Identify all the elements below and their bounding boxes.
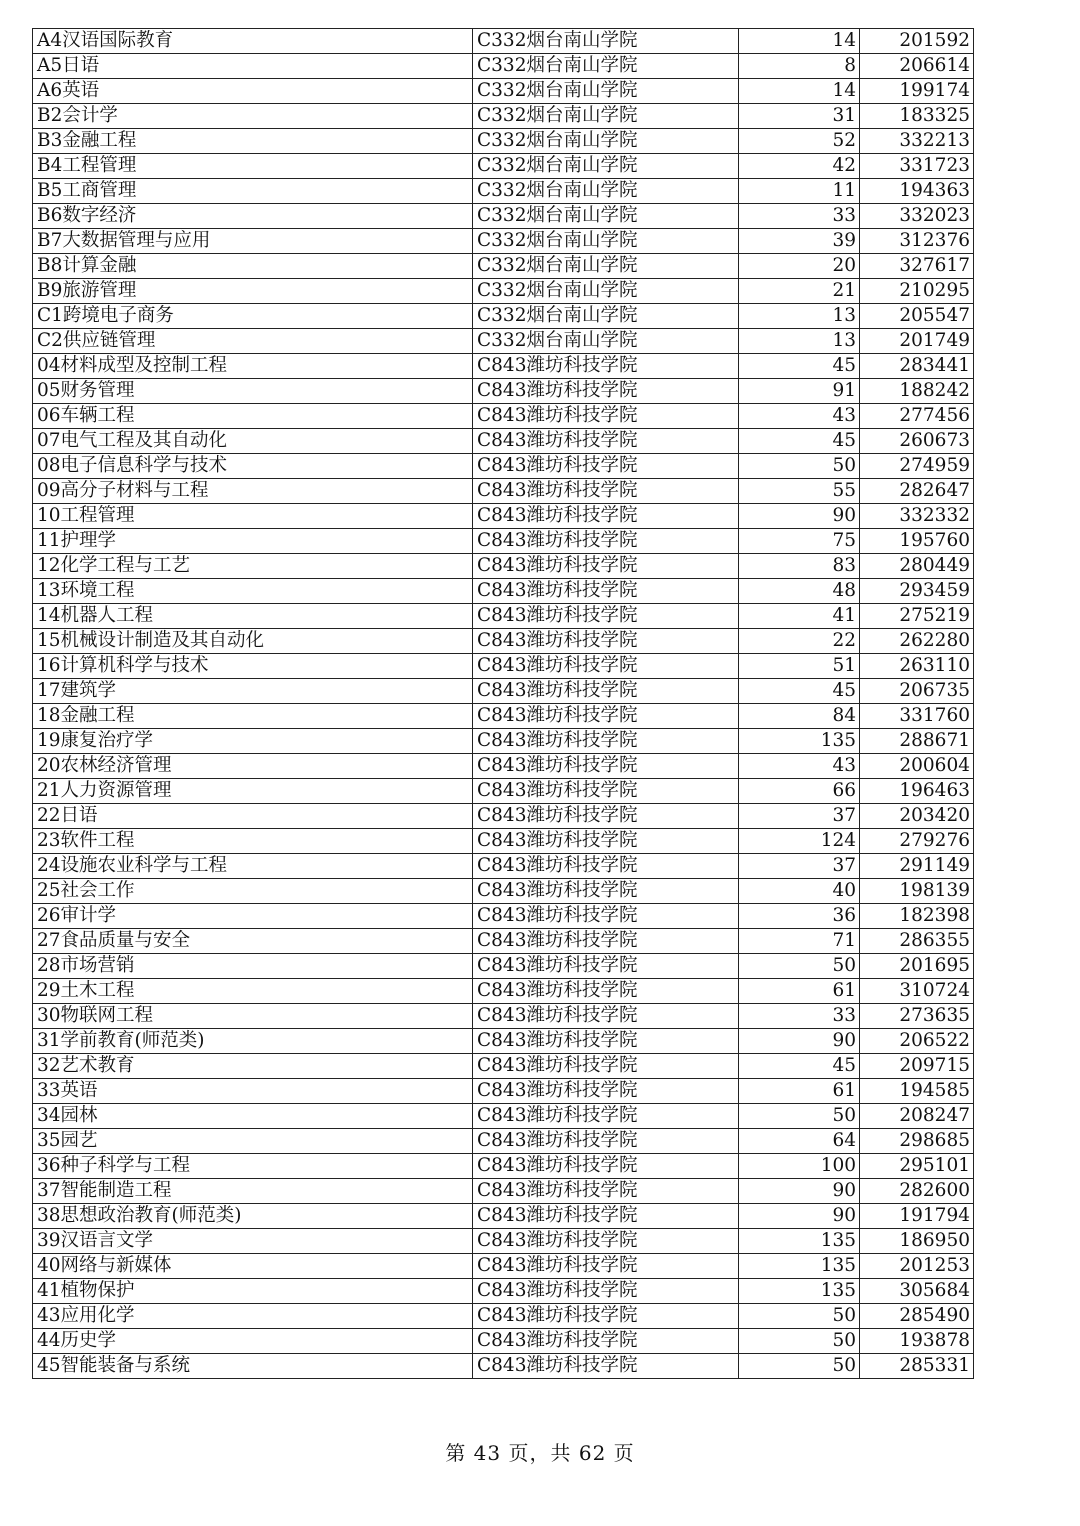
- min-rank-cell: 277456: [860, 404, 974, 429]
- table-row: [33, 1229, 974, 1254]
- major-cell: 40网络与新媒体: [33, 1254, 473, 1279]
- college-cell: C843潍坊科技学院: [473, 604, 739, 629]
- plan-count-cell: 40: [739, 879, 860, 904]
- plan-count-cell: 50: [739, 454, 860, 479]
- major-cell: 12化学工程与工艺: [33, 554, 473, 579]
- college-cell: C332烟台南山学院: [473, 129, 739, 154]
- plan-count-cell: 55: [739, 479, 860, 504]
- major-cell: 34园林: [33, 1104, 473, 1129]
- plan-count-cell: 45: [739, 679, 860, 704]
- plan-count-cell: 75: [739, 529, 860, 554]
- min-rank-cell: 194585: [860, 1079, 974, 1104]
- plan-count-cell: 43: [739, 754, 860, 779]
- major-cell: B4工程管理: [33, 154, 473, 179]
- college-cell: C843潍坊科技学院: [473, 929, 739, 954]
- college-cell: C843潍坊科技学院: [473, 479, 739, 504]
- table-row: [33, 629, 974, 654]
- major-cell: 05财务管理: [33, 379, 473, 404]
- min-rank-cell: 285490: [860, 1304, 974, 1329]
- college-cell: C843潍坊科技学院: [473, 804, 739, 829]
- college-cell: C843潍坊科技学院: [473, 779, 739, 804]
- min-rank-cell: 282600: [860, 1179, 974, 1204]
- college-cell: C843潍坊科技学院: [473, 904, 739, 929]
- major-cell: 08电子信息科学与技术: [33, 454, 473, 479]
- major-cell: 38思想政治教育(师范类): [33, 1204, 473, 1229]
- college-cell: C843潍坊科技学院: [473, 1079, 739, 1104]
- college-cell: C843潍坊科技学院: [473, 554, 739, 579]
- college-cell: C843潍坊科技学院: [473, 654, 739, 679]
- plan-count-cell: 91: [739, 379, 860, 404]
- table-row: [33, 354, 974, 379]
- plan-count-cell: 43: [739, 404, 860, 429]
- college-cell: C332烟台南山学院: [473, 154, 739, 179]
- min-rank-cell: 194363: [860, 179, 974, 204]
- table-row: [33, 1079, 974, 1104]
- plan-count-cell: 135: [739, 1229, 860, 1254]
- min-rank-cell: 305684: [860, 1279, 974, 1304]
- college-cell: C843潍坊科技学院: [473, 1054, 739, 1079]
- college-cell: C843潍坊科技学院: [473, 629, 739, 654]
- min-rank-cell: 298685: [860, 1129, 974, 1154]
- plan-count-cell: 14: [739, 29, 860, 54]
- table-row: [33, 1104, 974, 1129]
- min-rank-cell: 283441: [860, 354, 974, 379]
- major-cell: 14机器人工程: [33, 604, 473, 629]
- table-row: [33, 1179, 974, 1204]
- college-cell: C843潍坊科技学院: [473, 404, 739, 429]
- min-rank-cell: 182398: [860, 904, 974, 929]
- table-row: [33, 804, 974, 829]
- table-row: [33, 1254, 974, 1279]
- table-row: [33, 754, 974, 779]
- college-cell: C332烟台南山学院: [473, 54, 739, 79]
- college-cell: C332烟台南山学院: [473, 104, 739, 129]
- min-rank-cell: 200604: [860, 754, 974, 779]
- table-row: [33, 29, 974, 54]
- table-row: [33, 929, 974, 954]
- page-footer: 第 43 页，共 62 页: [445, 1441, 635, 1465]
- major-cell: 32艺术教育: [33, 1054, 473, 1079]
- table-row: [33, 779, 974, 804]
- min-rank-cell: 195760: [860, 529, 974, 554]
- min-rank-cell: 193878: [860, 1329, 974, 1354]
- min-rank-cell: 199174: [860, 79, 974, 104]
- min-rank-cell: 312376: [860, 229, 974, 254]
- plan-count-cell: 51: [739, 654, 860, 679]
- college-cell: C843潍坊科技学院: [473, 529, 739, 554]
- table-row: [33, 654, 974, 679]
- table-row: [33, 704, 974, 729]
- min-rank-cell: 260673: [860, 429, 974, 454]
- table-row: [33, 429, 974, 454]
- major-cell: 06车辆工程: [33, 404, 473, 429]
- min-rank-cell: 183325: [860, 104, 974, 129]
- college-cell: C843潍坊科技学院: [473, 1154, 739, 1179]
- plan-count-cell: 90: [739, 504, 860, 529]
- college-cell: C843潍坊科技学院: [473, 1329, 739, 1354]
- table-row: [33, 104, 974, 129]
- college-cell: C843潍坊科技学院: [473, 729, 739, 754]
- major-cell: A4汉语国际教育: [33, 29, 473, 54]
- plan-count-cell: 52: [739, 129, 860, 154]
- table-row: [33, 379, 974, 404]
- major-cell: B8计算金融: [33, 254, 473, 279]
- min-rank-cell: 206735: [860, 679, 974, 704]
- college-cell: C843潍坊科技学院: [473, 954, 739, 979]
- major-cell: B5工商管理: [33, 179, 473, 204]
- min-rank-cell: 286355: [860, 929, 974, 954]
- major-cell: B6数字经济: [33, 204, 473, 229]
- college-cell: C843潍坊科技学院: [473, 579, 739, 604]
- college-cell: C332烟台南山学院: [473, 304, 739, 329]
- major-cell: 45智能装备与系统: [33, 1354, 473, 1379]
- college-cell: C843潍坊科技学院: [473, 1004, 739, 1029]
- table-row: [33, 579, 974, 604]
- college-cell: C843潍坊科技学院: [473, 879, 739, 904]
- plan-count-cell: 135: [739, 1254, 860, 1279]
- plan-count-cell: 39: [739, 229, 860, 254]
- plan-count-cell: 33: [739, 1004, 860, 1029]
- college-cell: C843潍坊科技学院: [473, 379, 739, 404]
- plan-count-cell: 135: [739, 1279, 860, 1304]
- table-row: [33, 279, 974, 304]
- plan-count-cell: 71: [739, 929, 860, 954]
- table-row: [33, 504, 974, 529]
- college-cell: C332烟台南山学院: [473, 329, 739, 354]
- table-row: [33, 854, 974, 879]
- table-row: [33, 1154, 974, 1179]
- major-cell: 09高分子材料与工程: [33, 479, 473, 504]
- table-row: [33, 254, 974, 279]
- plan-count-cell: 41: [739, 604, 860, 629]
- major-cell: 28市场营销: [33, 954, 473, 979]
- table-row: [33, 1329, 974, 1354]
- min-rank-cell: 327617: [860, 254, 974, 279]
- plan-count-cell: 50: [739, 954, 860, 979]
- table-row: [33, 1304, 974, 1329]
- min-rank-cell: 206522: [860, 1029, 974, 1054]
- min-rank-cell: 201592: [860, 29, 974, 54]
- plan-count-cell: 45: [739, 354, 860, 379]
- plan-count-cell: 50: [739, 1104, 860, 1129]
- plan-count-cell: 61: [739, 979, 860, 1004]
- major-cell: 22日语: [33, 804, 473, 829]
- major-cell: 25社会工作: [33, 879, 473, 904]
- table-row: [33, 979, 974, 1004]
- min-rank-cell: 210295: [860, 279, 974, 304]
- table-row: [33, 829, 974, 854]
- college-cell: C843潍坊科技学院: [473, 1104, 739, 1129]
- table-row: [33, 1279, 974, 1304]
- table-row: [33, 1004, 974, 1029]
- major-cell: 29土木工程: [33, 979, 473, 1004]
- plan-count-cell: 90: [739, 1204, 860, 1229]
- plan-count-cell: 33: [739, 204, 860, 229]
- college-cell: C332烟台南山学院: [473, 179, 739, 204]
- min-rank-cell: 208247: [860, 1104, 974, 1129]
- plan-count-cell: 21: [739, 279, 860, 304]
- min-rank-cell: 206614: [860, 54, 974, 79]
- major-cell: 26审计学: [33, 904, 473, 929]
- min-rank-cell: 282647: [860, 479, 974, 504]
- min-rank-cell: 205547: [860, 304, 974, 329]
- major-cell: 15机械设计制造及其自动化: [33, 629, 473, 654]
- table-row: [33, 79, 974, 104]
- table-row: [33, 904, 974, 929]
- min-rank-cell: 203420: [860, 804, 974, 829]
- major-cell: 36种子科学与工程: [33, 1154, 473, 1179]
- plan-count-cell: 22: [739, 629, 860, 654]
- table-row: [33, 604, 974, 629]
- min-rank-cell: 279276: [860, 829, 974, 854]
- major-cell: 39汉语言文学: [33, 1229, 473, 1254]
- table-row: [33, 129, 974, 154]
- table-row: [33, 229, 974, 254]
- college-cell: C843潍坊科技学院: [473, 504, 739, 529]
- college-cell: C332烟台南山学院: [473, 229, 739, 254]
- min-rank-cell: 196463: [860, 779, 974, 804]
- plan-count-cell: 42: [739, 154, 860, 179]
- plan-count-cell: 61: [739, 1079, 860, 1104]
- major-cell: 17建筑学: [33, 679, 473, 704]
- major-cell: 41植物保护: [33, 1279, 473, 1304]
- college-cell: C332烟台南山学院: [473, 79, 739, 104]
- major-cell: 44历史学: [33, 1329, 473, 1354]
- major-cell: 07电气工程及其自动化: [33, 429, 473, 454]
- table-row: [33, 404, 974, 429]
- plan-count-cell: 13: [739, 329, 860, 354]
- major-cell: B9旅游管理: [33, 279, 473, 304]
- min-rank-cell: 288671: [860, 729, 974, 754]
- major-cell: 30物联网工程: [33, 1004, 473, 1029]
- table-row: [33, 1354, 974, 1379]
- major-cell: 19康复治疗学: [33, 729, 473, 754]
- college-cell: C843潍坊科技学院: [473, 354, 739, 379]
- plan-count-cell: 13: [739, 304, 860, 329]
- major-cell: 18金融工程: [33, 704, 473, 729]
- plan-count-cell: 66: [739, 779, 860, 804]
- plan-count-cell: 90: [739, 1029, 860, 1054]
- major-cell: A5日语: [33, 54, 473, 79]
- plan-count-cell: 45: [739, 1054, 860, 1079]
- table-row: [33, 454, 974, 479]
- plan-count-cell: 20: [739, 254, 860, 279]
- min-rank-cell: 201253: [860, 1254, 974, 1279]
- college-cell: C843潍坊科技学院: [473, 704, 739, 729]
- min-rank-cell: 285331: [860, 1354, 974, 1379]
- table-row: [33, 1029, 974, 1054]
- plan-count-cell: 45: [739, 429, 860, 454]
- min-rank-cell: 275219: [860, 604, 974, 629]
- table-row: [33, 154, 974, 179]
- major-cell: 24设施农业科学与工程: [33, 854, 473, 879]
- college-cell: C843潍坊科技学院: [473, 1204, 739, 1229]
- min-rank-cell: 310724: [860, 979, 974, 1004]
- major-cell: 11护理学: [33, 529, 473, 554]
- major-cell: 10工程管理: [33, 504, 473, 529]
- major-cell: 13环境工程: [33, 579, 473, 604]
- major-cell: 35园艺: [33, 1129, 473, 1154]
- major-cell: 37智能制造工程: [33, 1179, 473, 1204]
- major-cell: 31学前教育(师范类): [33, 1029, 473, 1054]
- min-rank-cell: 201695: [860, 954, 974, 979]
- major-cell: 27食品质量与安全: [33, 929, 473, 954]
- major-cell: B2会计学: [33, 104, 473, 129]
- min-rank-cell: 293459: [860, 579, 974, 604]
- major-cell: B7大数据管理与应用: [33, 229, 473, 254]
- major-cell: C1跨境电子商务: [33, 304, 473, 329]
- major-cell: 20农林经济管理: [33, 754, 473, 779]
- plan-count-cell: 11: [739, 179, 860, 204]
- plan-count-cell: 50: [739, 1354, 860, 1379]
- plan-count-cell: 135: [739, 729, 860, 754]
- major-cell: 04材料成型及控制工程: [33, 354, 473, 379]
- college-cell: C843潍坊科技学院: [473, 679, 739, 704]
- major-cell: 16计算机科学与技术: [33, 654, 473, 679]
- admission-table: [32, 28, 974, 1379]
- min-rank-cell: 332332: [860, 504, 974, 529]
- table-body: [33, 29, 974, 1379]
- min-rank-cell: 280449: [860, 554, 974, 579]
- plan-count-cell: 36: [739, 904, 860, 929]
- major-cell: 43应用化学: [33, 1304, 473, 1329]
- plan-count-cell: 31: [739, 104, 860, 129]
- major-cell: 21人力资源管理: [33, 779, 473, 804]
- table-row: [33, 479, 974, 504]
- plan-count-cell: 50: [739, 1304, 860, 1329]
- table-row: [33, 529, 974, 554]
- min-rank-cell: 201749: [860, 329, 974, 354]
- college-cell: C843潍坊科技学院: [473, 979, 739, 1004]
- college-cell: C332烟台南山学院: [473, 254, 739, 279]
- plan-count-cell: 50: [739, 1329, 860, 1354]
- college-cell: C843潍坊科技学院: [473, 1354, 739, 1379]
- table-row: [33, 1054, 974, 1079]
- min-rank-cell: 263110: [860, 654, 974, 679]
- min-rank-cell: 198139: [860, 879, 974, 904]
- table-row: [33, 204, 974, 229]
- major-cell: A6英语: [33, 79, 473, 104]
- min-rank-cell: 332213: [860, 129, 974, 154]
- table-row: [33, 54, 974, 79]
- plan-count-cell: 37: [739, 804, 860, 829]
- major-cell: 23软件工程: [33, 829, 473, 854]
- college-cell: C843潍坊科技学院: [473, 1029, 739, 1054]
- table-row: [33, 679, 974, 704]
- min-rank-cell: 332023: [860, 204, 974, 229]
- plan-count-cell: 14: [739, 79, 860, 104]
- min-rank-cell: 273635: [860, 1004, 974, 1029]
- plan-count-cell: 84: [739, 704, 860, 729]
- college-cell: C843潍坊科技学院: [473, 1254, 739, 1279]
- major-cell: 33英语: [33, 1079, 473, 1104]
- table-row: [33, 1129, 974, 1154]
- plan-count-cell: 37: [739, 854, 860, 879]
- college-cell: C843潍坊科技学院: [473, 454, 739, 479]
- plan-count-cell: 64: [739, 1129, 860, 1154]
- plan-count-cell: 100: [739, 1154, 860, 1179]
- plan-count-cell: 8: [739, 54, 860, 79]
- college-cell: C843潍坊科技学院: [473, 829, 739, 854]
- min-rank-cell: 331723: [860, 154, 974, 179]
- min-rank-cell: 209715: [860, 1054, 974, 1079]
- table-row: [33, 179, 974, 204]
- table-row: [33, 304, 974, 329]
- table-row: [33, 879, 974, 904]
- table-row: [33, 1204, 974, 1229]
- college-cell: C843潍坊科技学院: [473, 854, 739, 879]
- min-rank-cell: 188242: [860, 379, 974, 404]
- plan-count-cell: 124: [739, 829, 860, 854]
- college-cell: C332烟台南山学院: [473, 204, 739, 229]
- college-cell: C843潍坊科技学院: [473, 1229, 739, 1254]
- college-cell: C843潍坊科技学院: [473, 754, 739, 779]
- plan-count-cell: 83: [739, 554, 860, 579]
- min-rank-cell: 191794: [860, 1204, 974, 1229]
- plan-count-cell: 48: [739, 579, 860, 604]
- major-cell: C2供应链管理: [33, 329, 473, 354]
- min-rank-cell: 291149: [860, 854, 974, 879]
- table-row: [33, 954, 974, 979]
- min-rank-cell: 262280: [860, 629, 974, 654]
- major-cell: B3金融工程: [33, 129, 473, 154]
- college-cell: C843潍坊科技学院: [473, 1279, 739, 1304]
- table-row: [33, 329, 974, 354]
- table-row: [33, 729, 974, 754]
- college-cell: C332烟台南山学院: [473, 279, 739, 304]
- min-rank-cell: 331760: [860, 704, 974, 729]
- min-rank-cell: 274959: [860, 454, 974, 479]
- college-cell: C332烟台南山学院: [473, 29, 739, 54]
- plan-count-cell: 90: [739, 1179, 860, 1204]
- college-cell: C843潍坊科技学院: [473, 1304, 739, 1329]
- college-cell: C843潍坊科技学院: [473, 1179, 739, 1204]
- table-row: [33, 554, 974, 579]
- college-cell: C843潍坊科技学院: [473, 1129, 739, 1154]
- min-rank-cell: 186950: [860, 1229, 974, 1254]
- min-rank-cell: 295101: [860, 1154, 974, 1179]
- college-cell: C843潍坊科技学院: [473, 429, 739, 454]
